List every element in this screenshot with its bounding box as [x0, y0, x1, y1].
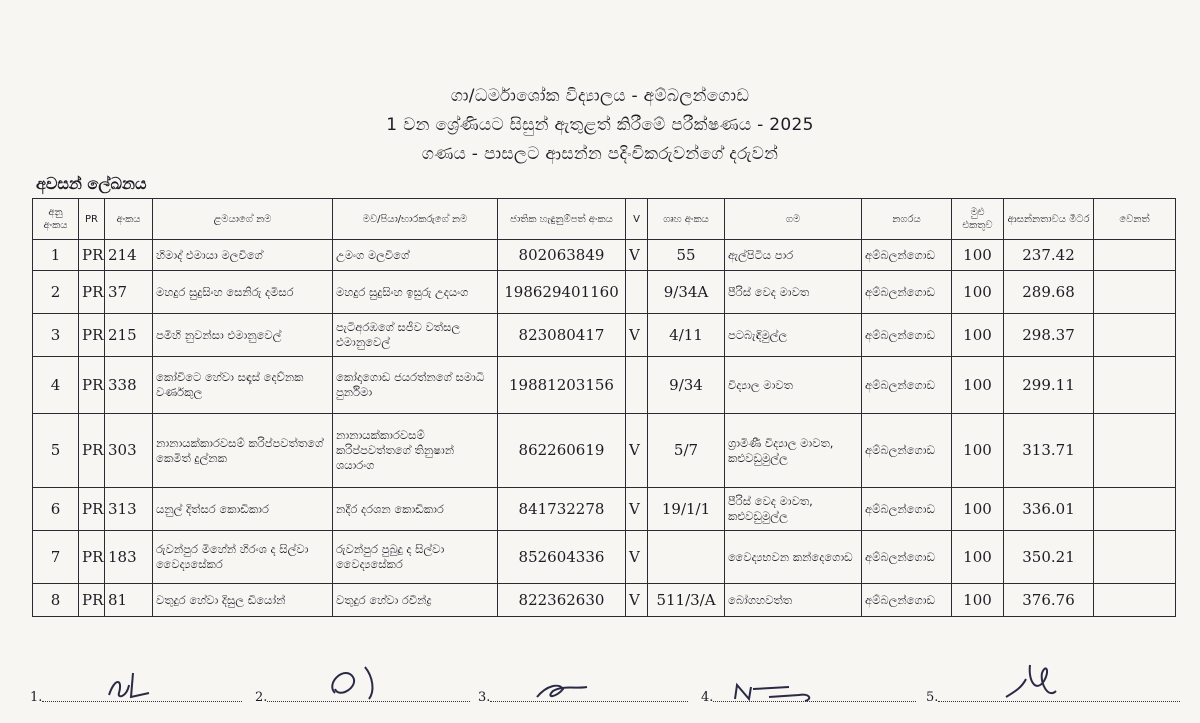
signature-slot-5	[926, 685, 1180, 705]
table-row	[33, 240, 1176, 271]
col-town-cell: අම්බලන්ගොඩ	[862, 584, 952, 617]
col-distance-cell: 350.21	[1004, 531, 1094, 584]
col-pr-cell: PR	[79, 240, 105, 271]
col-id-cell: 215	[105, 314, 153, 357]
col-total-cell: 100	[952, 584, 1004, 617]
col-guardian-name-cell: නානායක්කාරවසම් කරිප්පවත්තගේ තිනුෂාන් ශයාරංග	[333, 414, 498, 488]
col-child-name-cell: නානායක්කාරවසම් කරිප්පවත්තගේ කෙමිත් දුල්නක	[153, 414, 333, 488]
col-nic-cell: 823080417	[498, 314, 626, 357]
col-child-name-cell: රුවන්පුර මිහේන් හිරංශ ද සිල්වා වෛද්‍යසේකර	[153, 531, 333, 584]
table-header-row	[33, 199, 1176, 240]
col-house-no-cell	[648, 531, 725, 584]
signature-label-1: 1.	[30, 690, 43, 705]
signature-label-4: 4.	[701, 690, 714, 705]
table-row	[33, 488, 1176, 531]
col-child-name-cell: මහදුර සුදුසිංහ සෙනිරු දමිසර	[153, 271, 333, 314]
col-total-cell: 100	[952, 240, 1004, 271]
col-nic-cell: 19881203156	[498, 357, 626, 414]
signature-mark-1	[105, 667, 165, 703]
signature-row	[30, 685, 1180, 715]
col-nic-cell: 802063849	[498, 240, 626, 271]
col-v-header: V	[626, 199, 648, 240]
signature-mark-3	[533, 679, 593, 703]
col-other-cell	[1094, 584, 1176, 617]
category-title: ගණය - පාසලට ආසන්න පදිංචිකරුවන්ගේ දරුවන්	[421, 144, 779, 164]
col-distance-cell: 289.68	[1004, 271, 1094, 314]
student-list-table	[32, 198, 1176, 617]
col-guardian-name-cell: වතුදුර හේවා රවීන්ද්‍ර	[333, 584, 498, 617]
col-village-cell: පටබැඳිමුල්ල	[725, 314, 862, 357]
exam-title: 1 වන ශ්‍රේණියට සිසුන් ඇතුළත් කිරීමේ පරීක්ෂණය - 2025	[386, 115, 814, 135]
col-distance-cell: 336.01	[1004, 488, 1094, 531]
col-village-cell: විද්‍යාල මාවත	[725, 357, 862, 414]
col-child-name-header: ළමයාගේ නම	[153, 199, 333, 240]
table-row	[33, 357, 1176, 414]
signature-mark-2	[325, 663, 395, 703]
col-nic-header: ජාතික හැඳුනුම්පත් අංකය	[498, 199, 626, 240]
signature-label-3: 3.	[478, 690, 491, 705]
col-nic-cell: 822362630	[498, 584, 626, 617]
col-pr-cell: PR	[79, 414, 105, 488]
col-v-cell	[626, 271, 648, 314]
col-house-no-cell: 9/34	[648, 357, 725, 414]
col-total-header: මුළු එකතුව	[952, 199, 1004, 240]
col-distance-header: ආසන්නතාවය මීටර	[1004, 199, 1094, 240]
col-town-cell: අම්බලන්ගොඩ	[862, 414, 952, 488]
col-guardian-name-header: මව/පියා/භාරකරුගේ නම	[333, 199, 498, 240]
col-guardian-name-cell: රුවන්පුර පුබුදු ද සිල්වා වෛද්‍යසේකර	[333, 531, 498, 584]
col-other-cell	[1094, 240, 1176, 271]
col-town-cell: අම්බලන්ගොඩ	[862, 357, 952, 414]
col-other-cell	[1094, 531, 1176, 584]
table-row	[33, 584, 1176, 617]
col-id-cell: 37	[105, 271, 153, 314]
col-guardian-name-cell: කෝදාගොඩ ජයරත්නගේ සමාධි පුර්නිමා	[333, 357, 498, 414]
col-other-cell	[1094, 357, 1176, 414]
signature-mark-4	[729, 679, 819, 703]
col-other-cell	[1094, 414, 1176, 488]
col-serial-cell: 4	[33, 357, 79, 414]
col-distance-cell: 298.37	[1004, 314, 1094, 357]
col-nic-cell: 852604336	[498, 531, 626, 584]
col-id-cell: 81	[105, 584, 153, 617]
col-id-header: අංකය	[105, 199, 153, 240]
col-serial-cell: 8	[33, 584, 79, 617]
col-v-cell: V	[626, 240, 648, 271]
col-town-cell: අම්බලන්ගොඩ	[862, 531, 952, 584]
col-town-cell: අම්බලන්ගොඩ	[862, 240, 952, 271]
col-village-cell: ග්‍රාමිණී විද්‍යාල මාවත, කළුවඩුමුල්ල	[725, 414, 862, 488]
signature-slot-2	[255, 685, 470, 705]
col-id-cell: 313	[105, 488, 153, 531]
col-town-cell: අම්බලන්ගොඩ	[862, 314, 952, 357]
col-v-cell	[626, 357, 648, 414]
col-town-cell: අම්බලන්ගොඩ	[862, 488, 952, 531]
col-v-cell: V	[626, 414, 648, 488]
document-header	[0, 82, 1200, 169]
col-child-name-cell: වතුදුර හේවා දිසුල ඩියෝන්	[153, 584, 333, 617]
table-row	[33, 314, 1176, 357]
col-house-no-cell: 55	[648, 240, 725, 271]
section-title: අවසන් ලේඛනය	[36, 174, 147, 193]
col-serial-cell: 7	[33, 531, 79, 584]
col-total-cell: 100	[952, 488, 1004, 531]
col-house-no-cell: 9/34A	[648, 271, 725, 314]
col-nic-cell: 862260619	[498, 414, 626, 488]
col-house-no-cell: 19/1/1	[648, 488, 725, 531]
col-child-name-cell: හිමාද් එමායා මලවිගේ	[153, 240, 333, 271]
col-village-cell: බෝගහවත්ත	[725, 584, 862, 617]
col-distance-cell: 376.76	[1004, 584, 1094, 617]
col-child-name-cell: පමිහි නුවන්සා එමානුවෙල්	[153, 314, 333, 357]
col-other-header: වෙනත්	[1094, 199, 1176, 240]
col-id-cell: 183	[105, 531, 153, 584]
col-id-cell: 303	[105, 414, 153, 488]
col-serial-cell: 2	[33, 271, 79, 314]
col-serial-cell: 5	[33, 414, 79, 488]
col-village-cell: ඇල්පිටිය පාර	[725, 240, 862, 271]
col-house-no-cell: 511/3/A	[648, 584, 725, 617]
col-pr-cell: PR	[79, 584, 105, 617]
col-nic-cell: 198629401160	[498, 271, 626, 314]
signature-slot-1	[30, 685, 242, 705]
signature-label-5: 5.	[926, 690, 939, 705]
table-row	[33, 271, 1176, 314]
col-guardian-name-cell: නදීර දරශන කොඩිකාර	[333, 488, 498, 531]
col-pr-cell: PR	[79, 314, 105, 357]
col-village-cell: වෛද්‍යභවන කන්දෙගොඩ	[725, 531, 862, 584]
signature-label-2: 2.	[255, 690, 268, 705]
table-row	[33, 414, 1176, 488]
col-total-cell: 100	[952, 357, 1004, 414]
col-other-cell	[1094, 314, 1176, 357]
col-id-cell: 338	[105, 357, 153, 414]
col-serial-cell: 6	[33, 488, 79, 531]
col-pr-cell: PR	[79, 357, 105, 414]
col-house-no-cell: 5/7	[648, 414, 725, 488]
col-guardian-name-cell: උමංග මලවිගේ	[333, 240, 498, 271]
col-distance-cell: 237.42	[1004, 240, 1094, 271]
signature-slot-3	[478, 685, 688, 705]
col-serial-cell: 3	[33, 314, 79, 357]
col-total-cell: 100	[952, 271, 1004, 314]
col-child-name-cell: යනුල් දිත්සර කොඩිකාර	[153, 488, 333, 531]
table-row	[33, 531, 1176, 584]
school-title: ගා/ධර්මාශෝක විද්‍යාලය - අම්බලන්ගොඩ	[450, 86, 750, 106]
col-house-no-header: ගෘහ අංකය	[648, 199, 725, 240]
col-id-cell: 214	[105, 240, 153, 271]
col-serial-header: අනු අංකය	[33, 199, 79, 240]
col-v-cell: V	[626, 314, 648, 357]
col-pr-cell: PR	[79, 531, 105, 584]
col-v-cell: V	[626, 488, 648, 531]
col-other-cell	[1094, 488, 1176, 531]
col-village-header: ගම	[725, 199, 862, 240]
col-serial-cell: 1	[33, 240, 79, 271]
col-pr-header: PR	[79, 199, 105, 240]
col-v-cell: V	[626, 584, 648, 617]
col-town-cell: අම්බලන්ගොඩ	[862, 271, 952, 314]
signature-mark-5	[996, 661, 1086, 703]
col-guardian-name-cell: මහදුර සුදුසිංහ ඉසුරු උදයංග	[333, 271, 498, 314]
col-village-cell: පීරිස් වෙද මාවත	[725, 271, 862, 314]
col-v-cell: V	[626, 531, 648, 584]
col-nic-cell: 841732278	[498, 488, 626, 531]
col-other-cell	[1094, 271, 1176, 314]
col-total-cell: 100	[952, 314, 1004, 357]
col-house-no-cell: 4/11	[648, 314, 725, 357]
signature-slot-4	[701, 685, 916, 705]
col-total-cell: 100	[952, 531, 1004, 584]
col-child-name-cell: කෝවිටෙ හේවා සඳෑස් දෙව්නක වර්ණකුල	[153, 357, 333, 414]
col-town-header: නගරය	[862, 199, 952, 240]
col-distance-cell: 299.11	[1004, 357, 1094, 414]
col-distance-cell: 313.71	[1004, 414, 1094, 488]
col-village-cell: පීරිස් වෙද මාවත, කළුවඩුමුල්ල	[725, 488, 862, 531]
col-total-cell: 100	[952, 414, 1004, 488]
col-pr-cell: PR	[79, 271, 105, 314]
col-guardian-name-cell: පැටිඅරඹගේ සජීව වත්සල එමානුවෙල්	[333, 314, 498, 357]
col-pr-cell: PR	[79, 488, 105, 531]
